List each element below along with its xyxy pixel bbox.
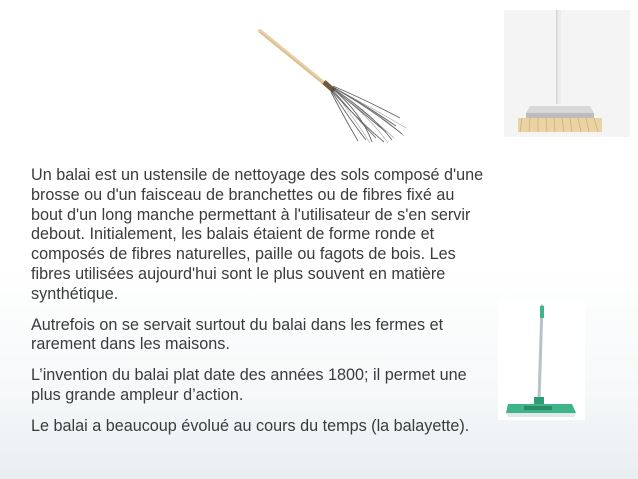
closing-paragraph [12, 417, 512, 437]
text-line: Un balai est un ustensile de nettoyage des sols composé d'une [31, 166, 484, 184]
slide-body [12, 166, 512, 448]
bullet-text [31, 166, 512, 305]
broom-illustration [246, 22, 420, 146]
text-line: rarement dans les maisons. [31, 335, 230, 354]
text-line: fibres utilisées aujourd'hui sont le plus souvent en matière [31, 264, 446, 283]
text-line: bout d'un long manche permettant à l'utilisateur de s'en servir [31, 205, 471, 224]
text-line: composés de fibres naturelles, paille ou fagots de bois. Les [31, 245, 456, 264]
bullet-history [12, 316, 512, 356]
bullet-text [31, 366, 512, 406]
text-line: plus grande ampleur d’action. [31, 385, 244, 404]
text-line: brosse ou d'un faisceau de branchettes ou de fibres fixé au [31, 185, 455, 204]
push-broom-illustration [504, 10, 630, 137]
text-line: Autrefois on se servait surtout du balai dans les fermes et [31, 315, 444, 334]
closing-text: Le balai a beaucoup évolué au cours du temps (la balayette). [31, 416, 470, 435]
text-line: debout. Initialement, les balais étaient de forme ronde et [31, 225, 435, 244]
broom-photo [246, 22, 420, 146]
bullet-definition [12, 166, 512, 305]
push-broom-photo [504, 10, 630, 137]
bullet-text [31, 316, 512, 356]
text-line: L’invention du balai plat date des années 1800; il permet une [31, 366, 467, 385]
text-line: synthétique. [31, 284, 119, 303]
bullet-invention [12, 366, 512, 406]
